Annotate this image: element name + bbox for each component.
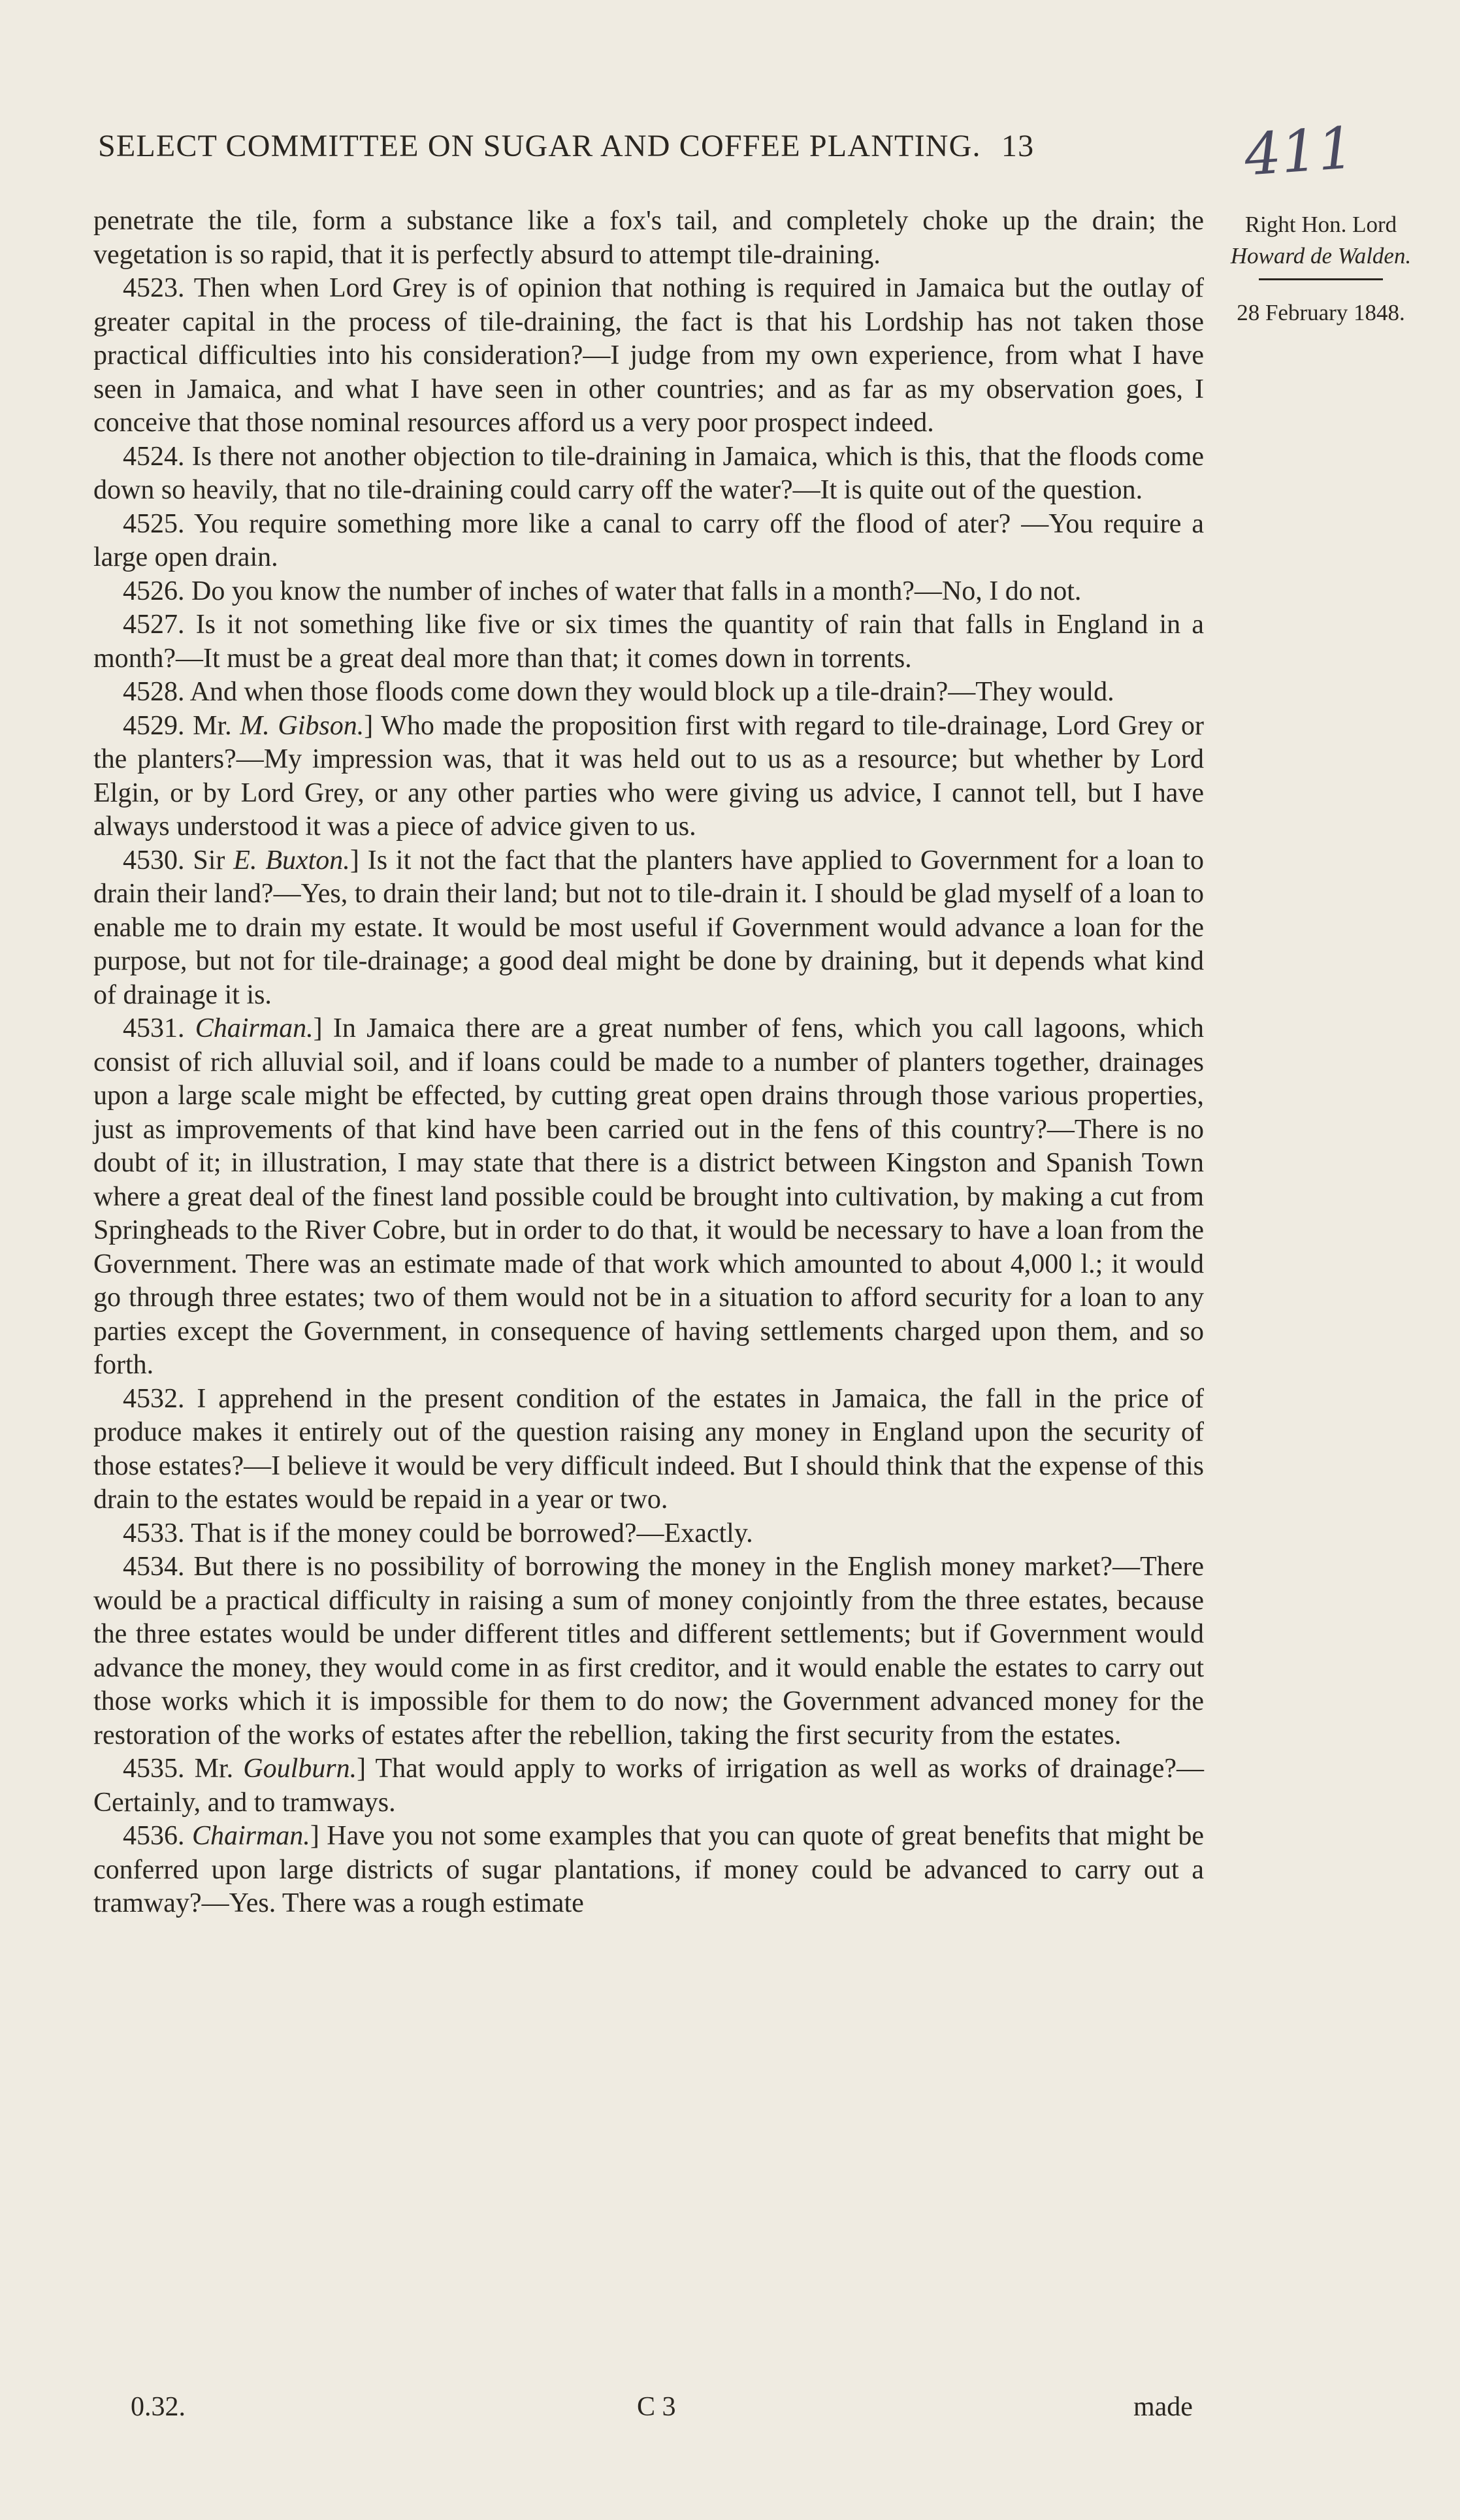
speaker-name: E. Buxton. xyxy=(233,845,350,875)
question-number: 4530. xyxy=(123,845,185,875)
margin-witness-title: Right Hon. Lord xyxy=(1244,212,1397,237)
paragraph-text: Who made the proposition first with regard to tile-drainage, Lord Grey or the planters?—My impression was, that it was held out to us as a resource; but whether by Lord Elgin, or by Lord Grey, or any other parties who were giving us advice, I cannot tell, but I have always understood it was a piece of advice given to us. xyxy=(93,710,1205,842)
question-number: 4535. xyxy=(123,1754,185,1784)
speaker-bracket: ] xyxy=(310,1821,319,1851)
speaker-name: Chairman. xyxy=(195,1013,314,1043)
testimony-paragraph xyxy=(93,440,1204,508)
footer-catchword: made xyxy=(1133,2392,1193,2422)
paragraph-text: I apprehend in the present condition of the estates in Jamaica, the fall in the price of produce makes it entirely out of the question raising any money in England upon the security of those estates?—I believe it would be very difficult indeed. But I should think that the expense of this drain to the estates would be repaid in a year or two. xyxy=(93,1383,1205,1514)
paragraph-text: You require something more like a canal to carry off the flood of ater? —You require a large open drain. xyxy=(93,508,1204,572)
question-number: 4529. xyxy=(123,710,185,741)
testimony-paragraph xyxy=(93,1752,1204,1820)
testimony-paragraph xyxy=(93,575,1204,609)
paragraph-text: Is it not the fact that the planters have applied to Government for a loan to drain their land?—Yes, to drain their land; but not to tile-drain it. I should be glad myself of a loan to enable me to drain my estate. It would be most useful if Government would advance a loan for the purpose, but not for tile-drainage; a good deal might be done by draining, but it depends what kind of drainage it is. xyxy=(93,845,1204,1010)
question-number: 4524. xyxy=(123,441,185,472)
margin-note xyxy=(1223,209,1419,329)
question-number: 4523. xyxy=(123,273,185,303)
testimony-paragraph xyxy=(93,676,1204,710)
testimony-paragraph xyxy=(93,272,1204,440)
header-title: SELECT COMMITTEE ON SUGAR AND COFFEE PLANTING. xyxy=(98,129,981,163)
paragraph-text: But there is no possibility of borrowing the money in the English money market?—There would be a practical difficulty in raising a sum of money conjointly from the three estates, because the three estates would be under different titles and different settlements; but if Government would advance the money, they would come in as first creditor, and it would enable the estates to carry out those works which it is impossible for them to do now; the Government advanced money for the restoration of the works of estates after the rebellion, taking the first security from the estates. xyxy=(93,1552,1204,1750)
testimony-paragraph xyxy=(93,508,1204,575)
testimony-paragraph xyxy=(93,1383,1204,1517)
testimony-paragraph xyxy=(93,844,1204,1013)
paragraph-text: And when those floods come down they would block up a tile-drain?—They would. xyxy=(189,677,1114,707)
testimony-paragraph xyxy=(93,1012,1204,1383)
margin-witness-name: Howard de Walden. xyxy=(1230,243,1412,269)
margin-rule xyxy=(1259,278,1383,280)
speaker-bracket: ] xyxy=(364,710,374,741)
footer-signature-mark: 0.32. xyxy=(131,2392,186,2422)
testimony-paragraph xyxy=(93,1550,1204,1752)
question-number: 4534. xyxy=(123,1552,185,1582)
header-page-number: 13 xyxy=(1001,129,1035,163)
running-header xyxy=(98,128,1209,164)
speaker-name: Goulburn. xyxy=(243,1754,357,1784)
question-number: 4527. xyxy=(123,610,185,640)
question-number: 4528. xyxy=(123,677,185,707)
handwritten-folio-number: 411 xyxy=(1242,114,1357,189)
question-number: 4533. xyxy=(123,1518,185,1548)
testimony-paragraph xyxy=(93,710,1204,844)
paragraph-text: Have you not some examples that you can quote of great benefits that might be conferred upon large districts of sugar plantations, if money could be advanced to carry out a tramway?—Yes. There was a rough estimate xyxy=(93,1821,1205,1918)
paragraph-text: Then when Lord Grey is of opinion that nothing is required in Jamaica but the outlay of greater capital in the process of tile-draining, the fact is that his Lordship has not taken those practical difficulties into his consideration?—I judge from my own experience, from what I have seen in Jamaica, and what I have seen in other countries; and as far as my observation goes, I conceive that those nominal resources afford us a very poor prospect indeed. xyxy=(93,273,1205,438)
paragraph-text: In Jamaica there are a great number of fens, which you call lagoons, which consist of rich alluvial soil, and if loans could be made to a number of planters together, drainages upon a large scale might be effected, by cutting great open drains through those various properties, just as improvements of that kind have been carried out in the fens of this country?—There is no doubt of it; in illustration, I may state that there is a district between Kingston and Spanish Town where a great deal of the finest land possible could be brought into cultivation, by making a cut from Springheads to the River Cobre, but in order to do that, it would be necessary to have a loan from the Government. There was an estimate made of that work which amounted to about 4,000 l.; it would go through three estates; two of them would not be in a situation to afford security for a loan to any parties except the Government, in consequence of having settlements charged upon them, and so forth. xyxy=(93,1013,1205,1380)
speaker-bracket: ] xyxy=(357,1754,366,1784)
footer-gathering-mark: C 3 xyxy=(637,2392,676,2422)
speaker-name: Chairman. xyxy=(191,1821,310,1851)
testimony-paragraph xyxy=(93,1820,1204,1921)
speaker-bracket: ] xyxy=(313,1013,323,1043)
speaker-prefix: Mr. xyxy=(193,710,232,741)
paragraph-text: penetrate the tile, form a substance like a fox's tail, and completely choke up the drain; the vegetation is so rapid, that it is perfectly absurd to attempt tile-draining. xyxy=(93,206,1204,270)
margin-date: 28 February 1848. xyxy=(1237,300,1405,325)
question-number: 4531. xyxy=(123,1013,185,1043)
paragraph-text: Do you know the number of inches of water that falls in a month?—No, I do not. xyxy=(191,576,1082,606)
paragraph-text: That would apply to works of irrigation as well as works of drainage?—Certainly, and to tramways. xyxy=(93,1754,1204,1818)
speaker-prefix: Sir xyxy=(193,845,225,875)
paragraph-text: That is if the money could be borrowed?—Exactly. xyxy=(191,1518,753,1548)
paragraph-text: Is there not another objection to tile-draining in Jamaica, which is this, that the floods come down so heavily, that no tile-draining could carry off the water?—It is quite out of the question. xyxy=(93,441,1205,505)
speaker-bracket: ] xyxy=(349,845,359,875)
question-number: 4536. xyxy=(123,1821,185,1851)
question-number: 4525. xyxy=(123,508,185,539)
question-number: 4526. xyxy=(123,576,185,606)
testimony-paragraph xyxy=(93,608,1204,676)
speaker-name: M. Gibson. xyxy=(240,710,365,741)
question-number: 4532. xyxy=(123,1383,185,1414)
testimony-paragraph xyxy=(93,1517,1204,1551)
paragraph-text: Is it not something like five or six times the quantity of rain that falls in England in a month?—It must be a great deal more than that; it comes down in torrents. xyxy=(93,610,1205,674)
testimony-body xyxy=(93,205,1204,1921)
speaker-prefix: Mr. xyxy=(194,1754,234,1784)
testimony-paragraph xyxy=(93,205,1204,272)
